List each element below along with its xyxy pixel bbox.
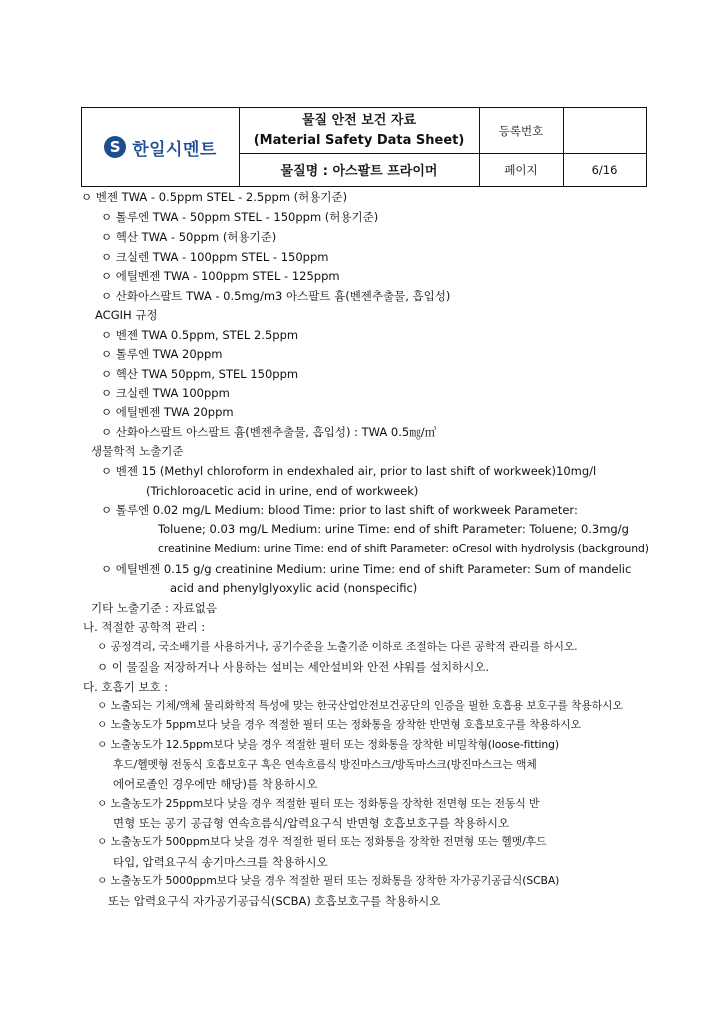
text-line: ㅇ 톨루엔 0.02 mg/L Medium: blood Time: prior to last shift of workweek Parameter:	[101, 503, 578, 517]
text-line: ㅇ 노출농도가 5000ppm보다 낮을 경우 적절한 필터 또는 정화통을 장착한 자가공기공급식(SCBA)	[97, 874, 560, 887]
section-label: ACGIH 규정	[95, 308, 158, 322]
text-line: ㅇ 벤젠 15 (Methyl chloroform in endexhaled air, prior to last shift of workweek)10mg/l	[101, 464, 597, 478]
text-line: ㅇ 산화아스팔트 TWA - 0.5mg/m3 아스팔트 흄(벤젠추출물, 흡입성)	[101, 289, 451, 303]
section-label: 생물학적 노출기준	[91, 444, 184, 458]
document-title	[239, 108, 479, 153]
registration-label: 등록번호	[498, 123, 544, 138]
text-line: ㅇ 크실렌 TWA 100ppm	[101, 386, 230, 400]
text-line: ㅇ 벤젠 TWA 0.5ppm, STEL 2.5ppm	[101, 328, 299, 342]
text-line: ㅇ 톨루엔 TWA 20ppm	[101, 347, 223, 361]
text-line: ㅇ 노출농도가 25ppm보다 낮을 경우 적절한 필터 또는 정화통을 장착한 전면형 또는 전동식 반	[97, 797, 540, 810]
title-korean: 물질 안전 보건 자료	[301, 112, 417, 128]
text-line: creatinine Medium: urine Time: end of shift Parameter: oCresol with hydrolysis (background)	[158, 542, 649, 555]
text-line: 후드/헬멧형 전동식 호흡보호구 혹은 연속흐름식 방진마스크/방독마스크(방진마스크는 액체	[113, 758, 537, 771]
text-line: 또는 압력요구식 자가공기공급식(SCBA) 호흡보호구를 착용하시오	[108, 894, 441, 908]
text-line: ㅇ 크실렌 TWA - 100ppm STEL - 150ppm	[101, 250, 329, 264]
section-heading: 나. 적절한 공학적 관리 :	[83, 620, 206, 634]
section-label: 기타 노출기준 : 자료없음	[91, 601, 217, 615]
section-heading: 다. 호흡기 보호 :	[83, 680, 169, 694]
text-line: acid and phenylglyoxylic acid (nonspecific)	[170, 581, 418, 595]
page-label: 페이지	[504, 162, 538, 177]
document-header-table	[81, 107, 647, 187]
text-line: ㅇ 노출농도가 500ppm보다 낮을 경우 적절한 필터 또는 정화통을 장착한 전면형 또는 헬멧/후드	[97, 835, 547, 848]
material-name: 물질명 : 아스팔트 프라이머	[280, 164, 438, 179]
text-line: ㅇ 에틸벤젠 TWA 20ppm	[101, 405, 234, 419]
text-line: Toluene; 0.03 mg/L Medium: urine Time: end of shift Parameter: Toluene; 0.3mg/g	[158, 522, 629, 536]
text-line: 면형 또는 공기 공급형 연속흐름식/압력요구식 반면형 호흡보호구를 착용하시오	[113, 816, 510, 830]
text-line: ㅇ 노출농도가 5ppm보다 낮을 경우 적절한 필터 또는 정화통을 장착한 반면형 호흡보호구를 착용하시오	[97, 718, 581, 731]
text-line: ㅇ 노출되는 기체/액체 물리화학적 특성에 맞는 한국산업안전보건공단의 인증을 필한 호흡용 보호구를 착용하시오	[97, 699, 623, 712]
text-line: ㅇ 공정격리, 국소배기를 사용하거나, 공기수준을 노출기준 이하로 조절하는 다른 공학적 관리를 하시오.	[97, 640, 578, 653]
title-english: (Material Safety Data Sheet)	[253, 132, 465, 148]
company-logo	[82, 108, 239, 186]
text-line: 타입, 압력요구식 송기마스크를 착용하시오	[113, 855, 328, 869]
text-line: ㅇ 헥산 TWA - 50ppm (허용기준)	[101, 230, 277, 244]
registration-value	[563, 108, 646, 153]
text-line: ㅇ 에틸벤젠 TWA - 100ppm STEL - 125ppm	[101, 269, 340, 283]
text-line: 에어로졸인 경우에만 해당)를 착용하시오	[113, 777, 318, 791]
text-line: ㅇ 노출농도가 12.5ppm보다 낮을 경우 적절한 필터 또는 정화통을 장착한 비밀착형(loose-fitting)	[97, 738, 560, 751]
text-line: ㅇ 에틸벤젠 0.15 g/g creatinine Medium: urine Time: end of shift Parameter: Sum of mandelic	[101, 562, 632, 576]
page-number: 6/16	[591, 162, 618, 177]
company-name: 한일시멘트	[132, 139, 217, 160]
text-line: (Trichloroacetic acid in urine, end of workweek)	[146, 484, 419, 498]
logo-mark-icon: S	[104, 136, 126, 158]
text-line: ㅇ 산화아스팔트 아스팔트 흄(벤젠추출물, 흡입성) : TWA 0.5㎎/㎥	[101, 425, 437, 439]
text-line: ㅇ 헥산 TWA 50ppm, STEL 150ppm	[101, 367, 299, 381]
text-line: ㅇ 톨루엔 TWA - 50ppm STEL - 150ppm (허용기준)	[101, 210, 379, 224]
text-line: ㅇ 이 물질을 저장하거나 사용하는 설비는 세안설비와 안전 샤워를 설치하시오.	[97, 660, 490, 674]
text-line: ㅇ 벤젠 TWA - 0.5ppm STEL - 2.5ppm (허용기준)	[81, 190, 348, 204]
